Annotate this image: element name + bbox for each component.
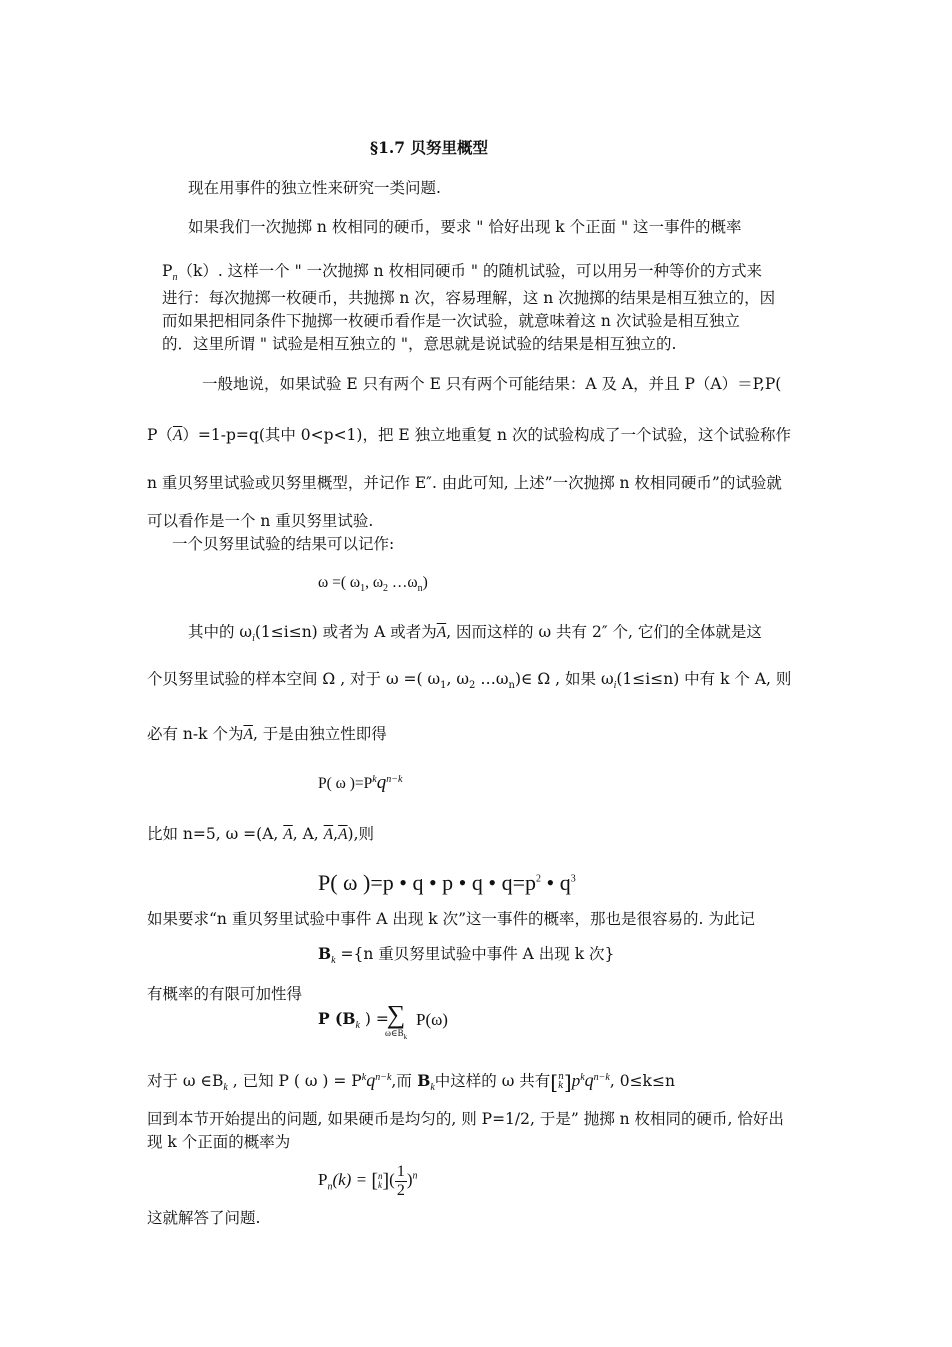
paragraph-line: $P_n(k)$. 这样一个 " 一次抛掷 n 枚相同硬币 " 的随机试验，可以用另一种等价的方式来 — [162, 262, 762, 284]
paragraph-line: 可以看作是一个 n 重贝努里试验. — [147, 512, 374, 530]
paragraph-line: 必有 n-k 个为$\overline{A}$, 于是由独立性即得 — [147, 725, 387, 743]
paragraph-line: 而如果把相同条件下抛掷一枚硬币看作是一次试验，就意味着这 n 次试验是相互独立 — [162, 312, 740, 330]
equation-p-omega: P( ω )$=P^kq^{n-k}$ — [318, 772, 403, 793]
paragraph-line: $P(\overline{A})=1-p=q$(其中 0<p<1)，把 E 独立地重复 n 次的试验构成了一个试验，这个试验称作 — [147, 426, 791, 444]
paragraph-line: 比如 n=5, ω =(A, $\overline{A}$, A, $\overline{A},\overline{A}$),则 — [147, 825, 375, 843]
equation-example: P( ω )=p • q • p • q • $q=p^2$ • $q^3$ — [318, 870, 576, 895]
sum-symbol: ∑ $\omega\in B_k$ — [385, 1000, 408, 1041]
paragraph-line: 如果我们一次抛掷 n 枚相同的硬币，要求 " 恰好出现 k 个正面 " 这一事件的概率 — [188, 218, 742, 236]
sum-term: P(ω) — [416, 1010, 448, 1029]
equation-omega: ω =( $\omega_1$, $\omega_2$ $\dots\omega_n$) — [318, 574, 428, 595]
paragraph-line: 个贝努里试验的样本空间 Ω , 对于 ω =( $\omega_1$, $\omega_2$ $\dots\omega_n)\in$ Ω , 如果 $\omega_i(1\le i\le n)$ 中有 k 个 A, 则 — [147, 670, 792, 692]
paragraph-line: 其中的 $\omega_i(1\le i\le n)$ 或者为 A 或者为$\overline{A}$, 因而这样的 ω 共有 2″ 个, 它们的全体就是这 — [188, 623, 762, 645]
section-title: §1.7 贝努里概型 — [370, 138, 488, 157]
paragraph-line: 如果要求“n 重贝努里试验中事件 A 出现 k 次”这一事件的概率，那也是很容易的. 为此记 — [147, 910, 755, 928]
paragraph-line: 的．这里所谓 " 试验是相互独立的 "，意思就是说试验的结果是相互独立的. — [162, 335, 677, 353]
equation-pn: $P_n(k)$ = [ n k ]( $\frac{1}{2}$ )$^n$ — [318, 1163, 418, 1199]
paragraph-line: 对于 ω $\in B_k$ , 已知 P ( ω ) = $P^kq^{n-k}$,而 $B_k$中这样的 ω 共有[ n k ]$p^kq^{n-k}$, 0≤k≤n — [147, 1070, 675, 1094]
paragraph-line: 一个贝努里试验的结果可以记作: — [172, 535, 395, 553]
paragraph-line: 这就解答了问题. — [147, 1209, 261, 1227]
paragraph-line: 现 k 个正面的概率为 — [147, 1133, 291, 1151]
paragraph-line: 一般地说，如果试验 E 只有两个 E 只有两个可能结果：A 及 A，并且 P（A）＝P,P( — [202, 375, 782, 393]
paragraph-line: 进行：每次抛掷一枚硬币，共抛掷 n 次，容易理解，这 n 次抛掷的结果是相互独立的，因 — [162, 289, 776, 307]
paragraph-line: 现在用事件的独立性来研究一类问题. — [188, 179, 441, 197]
paragraph-line: n 重贝努里试验或贝努里概型，并记作 E″. 由此可知, 上述”一次抛掷 n 枚相同硬币”的试验就 — [147, 474, 782, 492]
paragraph-line: 有概率的有限可加性得 — [147, 985, 303, 1003]
equation-bk: $B_k =\{n$ 重贝努里试验中事件 A 出现 k 次} — [318, 944, 615, 967]
equation-sum: P ($B_k$ ) = — [318, 1009, 389, 1032]
paragraph-line: 回到本节开始提出的问题, 如果硬币是均匀的, 则 P=1/2, 于是” 抛掷 n 枚相同的硬币, 恰好出 — [147, 1110, 784, 1128]
